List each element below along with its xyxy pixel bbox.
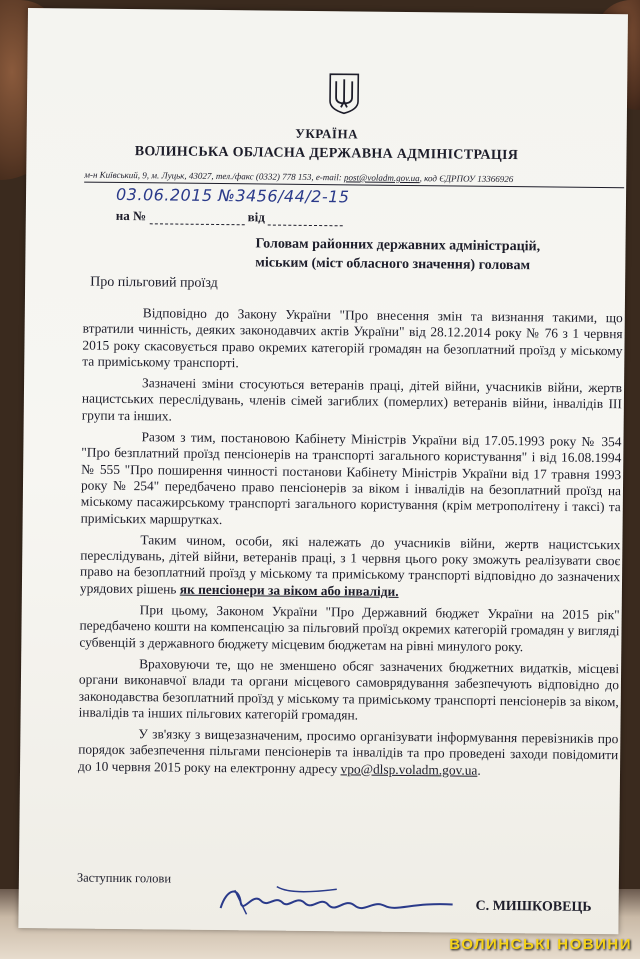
signature-block [77,871,617,917]
paragraph-6: Враховуючи те, що не зменшено обсяг зазначених бюджетних видатків, місцеві органи виконавчої влади та органи місцевого самоврядування забезпечують відповідно до законодавства безоплатний проїзд у міському та приміському транспорті пенсіонерів за віком, інвалідів та інших пільгових категорій громадян. [78,656,620,723]
addressee-line-1: Головам районних державних адміністрацій, [255,236,541,255]
vid-blank [268,213,343,227]
handwritten-signature-icon [216,880,456,923]
paragraph-7-text: У зв'язку з вищезазначеним, просимо організувати інформування перевізників про порядок забезпечення пільгами пенсіонерів та інвалідів та про проведені заходи повідомити до 10 червня 2015 року на електронну адресу [77,726,619,777]
letter-paper [18,8,628,934]
vid-label: від [247,209,265,225]
paragraph-1: Відповідно до Закону України "Про внесення змін та визнання такими, що втратили чинність, деяких законодавчих актів України" від 28.12.2014 року № 76 з 1 червня 2015 року скасовується право окремих категорій громадян на безоплатний проїзд у міському та приміському транспорті. [82,305,623,371]
letter-body [78,305,623,786]
paragraph-3: Разом з тим, постановою Кабінету Міністрів України від 17.05.1993 року № 354 "Про безплатний проїзд пенсіонерів на транспорті загального користування" і від 16.08.1994 № 555 "Про поширення чинності постанови Кабінету Міністрів України від 17 травня 1993 року № 254" передбачено право пенсіонерів за віком і інвалідів на безоплатний проїзд на міському пасажирському транспорті загального користування (крім метрополітену і таксі) та приміських маршрутках. [80,429,622,527]
reference-line [116,208,343,226]
country-name: УКРАЇНА [295,125,359,142]
subject-line: Про пільговий проїзд [90,274,218,292]
addressee [255,234,625,276]
contact-email-link[interactable]: vpo@dlsp.voladm.gov.ua [340,761,478,778]
signatory-title: Заступник голови [76,870,172,886]
paragraph-4-text: Таким чином, особи, які належать до учасників війни, жертв нацистських переслідувань, дітей війни, ветеранів праці, з 1 червня цього року зможуть реалізувати своє право на безоплатний проїзд у міському та приміському транспорті відповідно до зазначених урядових рішень [79,532,621,597]
address-text: м-н Київський, 9, м. Луцьк, 43027, тел./факс (0332) 778 153, e-mail: [84,169,345,183]
paragraph-5: При цьому, Законом України "Про Державний бюджет України на 2015 рік" передбачено кошти на компенсацію за пільговий проїзд окремих категорій громадян у вигляді субвенцій з державного бюджету місцевим бюджетам на рівні минулого року. [79,602,620,654]
trident-emblem-icon [327,71,361,115]
addressee-line-2: міським (міст обласного значення) головам [255,255,531,274]
paragraph-7 [78,726,618,781]
signatory-name: С. МИШКОВЕЦЬ [475,898,592,915]
paragraph-2: Зазначені зміни стосуються ветеранів праці, дітей війни, учасників війни, жертв нацистських переслідувань, членів сімей загиблих (померлих) ветеранів війни, інвалідів ІІІ групи та інших. [81,375,623,424]
paragraph-4-emphasis: як пенсіонери за віком або інваліди. [179,581,399,599]
watermark-logo: ВОЛИНСЬКІ НОВИНИ [449,936,632,953]
address-email-link[interactable]: post@voladm.gov.ua [344,172,420,184]
paragraph-4 [80,531,621,602]
organization-name: ВОЛИНСЬКА ОБЛАСНА ДЕРЖАВНА АДМІНІСТРАЦІЯ [134,144,519,164]
handwritten-reference: 03.06.2015 №3456/44/2-15 [115,184,350,207]
na-label: на № [115,207,147,224]
paragraph-7-end: . [477,762,481,778]
na-blank [149,211,244,225]
edrpou-code: , код ЄДРПОУ 13366926 [419,173,514,185]
